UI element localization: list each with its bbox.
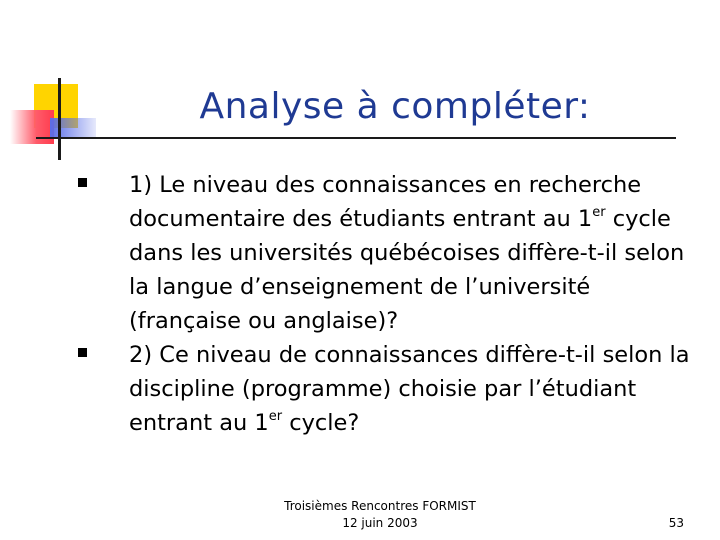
bullet-1-part-2: cycle dans les universités québécoises diffère-t-il selon la langue d’enseignement de l’université (française ou anglaise)? [129,206,685,334]
page-number: 53 [668,516,684,530]
bullet-2-superscript: er [268,409,283,424]
bullet-1-part-1: 1) Le niveau des connaissances en recherche documentaire des étudiants entrant au 1 [129,172,642,232]
slide-title: Analyse à compléter: [199,86,591,127]
footer-line-1: Troisièmes Rencontres FORMIST [284,499,476,513]
logo-blue-bar [50,118,96,138]
bullet-text-1 [129,168,698,338]
bullet-text-2 [129,338,698,440]
bullet-2-part-2: cycle? [282,410,360,436]
logo-vertical-line [58,78,61,160]
slide-footer [250,498,510,532]
square-bullet-icon [78,178,87,187]
bullet-2-part-1: 2) Ce niveau de connaissances diffère-t-il selon la discipline (programme) choisie par l’étudiant entrant au 1 [129,342,690,436]
bullet-item-1 [78,168,698,338]
square-bullet-icon [78,348,87,357]
bullet-list [78,168,698,440]
bullet-item-2 [78,338,698,440]
title-underline [36,137,676,139]
footer-line-2: 12 juin 2003 [342,516,418,530]
bullet-1-superscript: er [592,205,606,220]
